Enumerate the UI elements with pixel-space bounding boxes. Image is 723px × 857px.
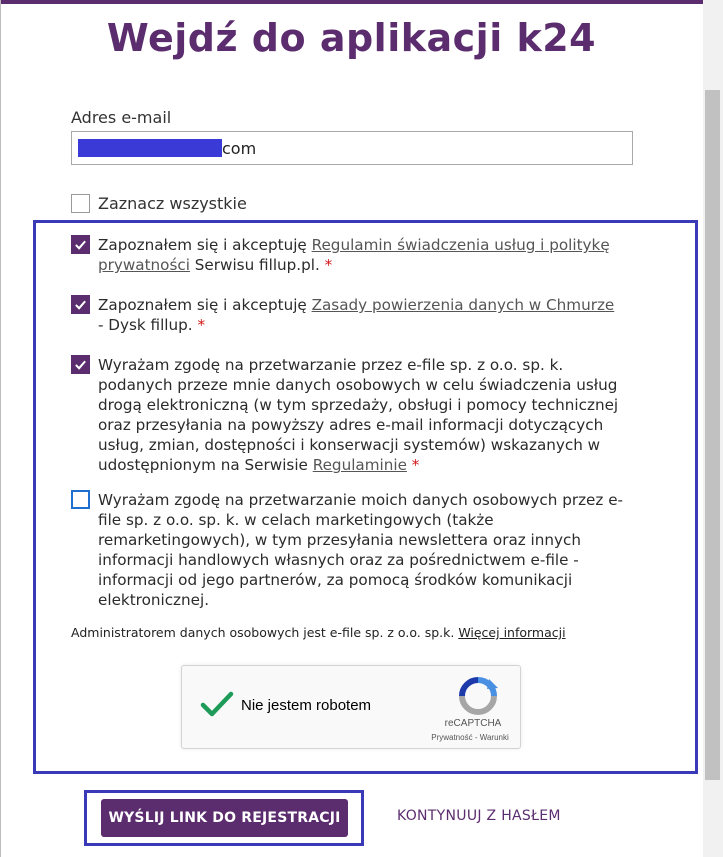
page-title: Wejdź do aplikacji k24 [106, 16, 597, 60]
consent-text-part: Zapoznałem się i akceptuję [98, 296, 312, 314]
data-administrator-note [71, 625, 566, 640]
captcha-checkmark-icon[interactable] [200, 690, 234, 720]
scrollbar-thumb[interactable] [705, 90, 720, 780]
select-all-label: Zaznacz wszystkie [98, 194, 247, 213]
send-button-highlight-frame [84, 790, 364, 846]
window-edge [0, 0, 1, 857]
recaptcha-widget[interactable] [181, 665, 521, 749]
consent-text-part: Wyrażam zgodę na przetwarzanie przez e-file sp. z o.o. sp. k. podanych przeze mnie danych osobowych w celu świadczenia usług drogą elektroniczną (w tym sprzedaży, obsługi i pomocy technicznej oraz przesyłania na powyższy adres e-mail informacji dotyczących usług, zmian, dostępności i konserwacji systemów) wskazanych w udostępnionym na Serwisie [98, 356, 619, 474]
consent-processing [71, 355, 651, 475]
consent-terms-checkbox[interactable] [71, 235, 90, 254]
consent-marketing-checkbox[interactable] [71, 490, 90, 509]
recaptcha-logo-icon [458, 676, 498, 716]
recaptcha-terms-link[interactable]: Warunki [479, 733, 509, 742]
email-field[interactable] [71, 131, 633, 165]
continue-with-password-link[interactable]: KONTYNUUJ Z HASŁEM [397, 808, 561, 824]
redacted-email-part [78, 139, 222, 157]
consent-processing-checkbox[interactable] [71, 355, 90, 374]
consent-marketing-text: Wyrażam zgodę na przetwarzanie moich danych osobowych przez e-file sp. z o.o. sp. k. w celach marketingowych (także remarketingowych), w tym przesyłania newslettera oraz innych informacji handlowych własnych oraz za pośrednictwem e-file - informacji od jego partnerów, za pomocą środków komunikacji elektronicznej. [98, 491, 624, 609]
regulations-link[interactable]: Regulaminie [312, 456, 407, 474]
consent-processing-text [98, 355, 638, 475]
email-value-suffix: com [222, 138, 257, 158]
send-registration-link-button[interactable]: WYŚLIJ LINK DO REJESTRACJI [101, 799, 348, 837]
recaptcha-privacy-link[interactable]: Prywatność [431, 733, 473, 742]
checkmark-icon [74, 238, 87, 251]
more-info-link[interactable]: Więcej informacji [458, 625, 566, 640]
checkmark-icon [74, 298, 87, 311]
select-all-checkbox[interactable] [71, 194, 90, 213]
admin-note-text: Administratorem danych osobowych jest e-file sp. z o.o. sp.k. [71, 625, 459, 640]
consent-terms [71, 235, 631, 275]
consent-terms-text [98, 235, 623, 275]
required-marker: * [197, 316, 206, 334]
select-all-row[interactable] [71, 194, 247, 213]
captcha-label: Nie jestem robotem [241, 697, 372, 714]
consent-text-part: - Dysk fillup. [98, 316, 198, 334]
checkmark-icon [74, 358, 87, 371]
consent-text-part: Zapoznałem się i akceptuję [98, 236, 312, 254]
consent-cloud [71, 295, 631, 335]
cloud-rules-link[interactable]: Zasady powierzenia danych w Chmurze [311, 296, 615, 314]
consent-cloud-text [98, 295, 623, 335]
consent-marketing [71, 490, 651, 610]
required-marker: * [411, 456, 420, 474]
terms-privacy-link[interactable]: Regulamin świadczenia usług i politykę prywatności [98, 236, 610, 274]
email-label: Adres e-mail [71, 108, 172, 127]
recaptcha-separator: - [472, 733, 480, 742]
consent-text-part: Serwisu fillup.pl. [189, 256, 325, 274]
top-accent-bar [0, 0, 723, 4]
consent-cloud-checkbox[interactable] [71, 295, 90, 314]
recaptcha-brand: reCAPTCHA [444, 718, 502, 729]
recaptcha-links [408, 733, 532, 742]
required-marker: * [324, 256, 333, 274]
